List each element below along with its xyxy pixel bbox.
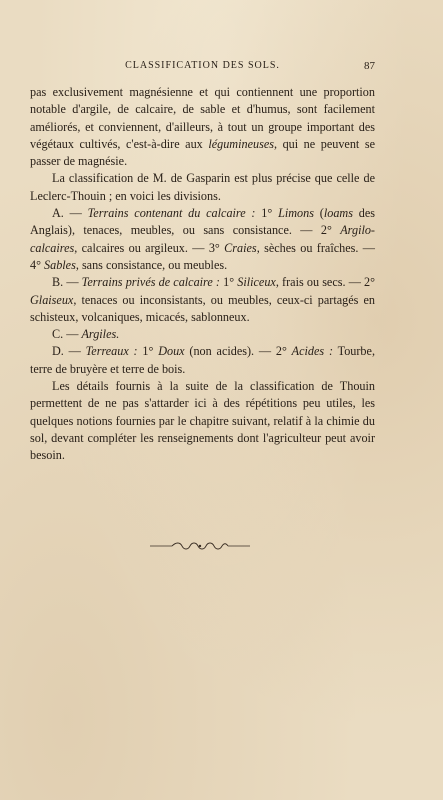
text-run: B. — xyxy=(52,275,82,290)
page-number: 87 xyxy=(364,60,375,72)
text-run: , qui ne peuvent se passer de magnésie. xyxy=(30,136,375,169)
paragraph-gasparin-intro: La classification de M. de Gasparin est plus précise que celle de Leclerc-Thouin ; en voici les divisions. xyxy=(30,171,375,203)
italic-heading: Terrains contenant du calcaire : xyxy=(87,206,256,221)
text-run: , frais ou secs. — 2° xyxy=(275,275,375,290)
text-run: pas exclusivement magnésienne et qui contiennent une proportion notable d'argile, de calcaire, de sable et d'humus, sont facilement améliorés, et conviennent, d'ailleurs, à tout un groupe important des végétaux cultivés, c'est-à-dire aux xyxy=(30,85,375,151)
italic-heading: Argiles. xyxy=(81,327,120,342)
italic-term: loams xyxy=(323,206,353,221)
paragraph-continuation xyxy=(30,84,375,170)
text-run: (non acides). — 2° xyxy=(184,344,292,359)
text-run: ( xyxy=(313,206,324,221)
page-header xyxy=(30,60,375,76)
text-run: , sans consistance, ou meubles. xyxy=(75,257,228,272)
italic-term: Siliceux xyxy=(237,275,276,290)
paragraph-division-d xyxy=(30,343,375,378)
body-text xyxy=(30,84,375,465)
italic-term: Glaiseux xyxy=(30,292,74,307)
text-run: C. — xyxy=(52,327,82,342)
italic-term: Craies xyxy=(224,240,257,255)
italic-term: légumineuses xyxy=(208,136,274,151)
italic-heading: Terreaux : xyxy=(85,344,138,359)
text-run: , sèches ou fraîches. — 4° xyxy=(30,240,375,272)
ornament-divider xyxy=(150,540,250,552)
text-run: 1° xyxy=(255,206,279,221)
italic-term: Limons xyxy=(278,206,314,221)
text-run: , calcaires ou argileux. — 3° xyxy=(74,240,225,255)
running-title: CLASSIFICATION DES SOLS. xyxy=(125,60,280,71)
italic-term: Acides : xyxy=(291,344,334,359)
text-run: , tenaces ou inconsistants, ou meubles, ceux-ci partagés en schisteux, volcaniques, micacés, sablonneux. xyxy=(30,292,375,324)
text-run: 1° xyxy=(219,275,238,290)
italic-term: Sables xyxy=(44,257,76,272)
text-run: des Anglais), tenaces, meubles, ou sans consistance. — 2° xyxy=(30,206,376,238)
text-run: 1° xyxy=(137,344,159,359)
text-run: Tourbe, terre de bruyère et terre de bois. xyxy=(30,344,375,376)
italic-term: Argilo-calcaires xyxy=(30,223,375,255)
paragraph-division-b xyxy=(30,274,375,326)
paragraph-closing: Les détails fournis à la suite de la classification de Thouin permettent de ne pas s'attarder ici à des répétitions peu utiles, les quelques notions fournies par le chapitre suivant, relatif à la chimie du sol, devant compléter les renseignements dont l'agriculteur peut avoir besoin. xyxy=(30,379,375,463)
italic-term: Doux xyxy=(158,344,185,359)
text-run: A. — xyxy=(52,206,88,221)
paragraph-division-a xyxy=(30,205,375,274)
italic-heading: Terrains privés de calcaire : xyxy=(81,275,220,290)
text-run: D. — xyxy=(52,344,86,359)
paragraph-division-c xyxy=(30,326,375,343)
